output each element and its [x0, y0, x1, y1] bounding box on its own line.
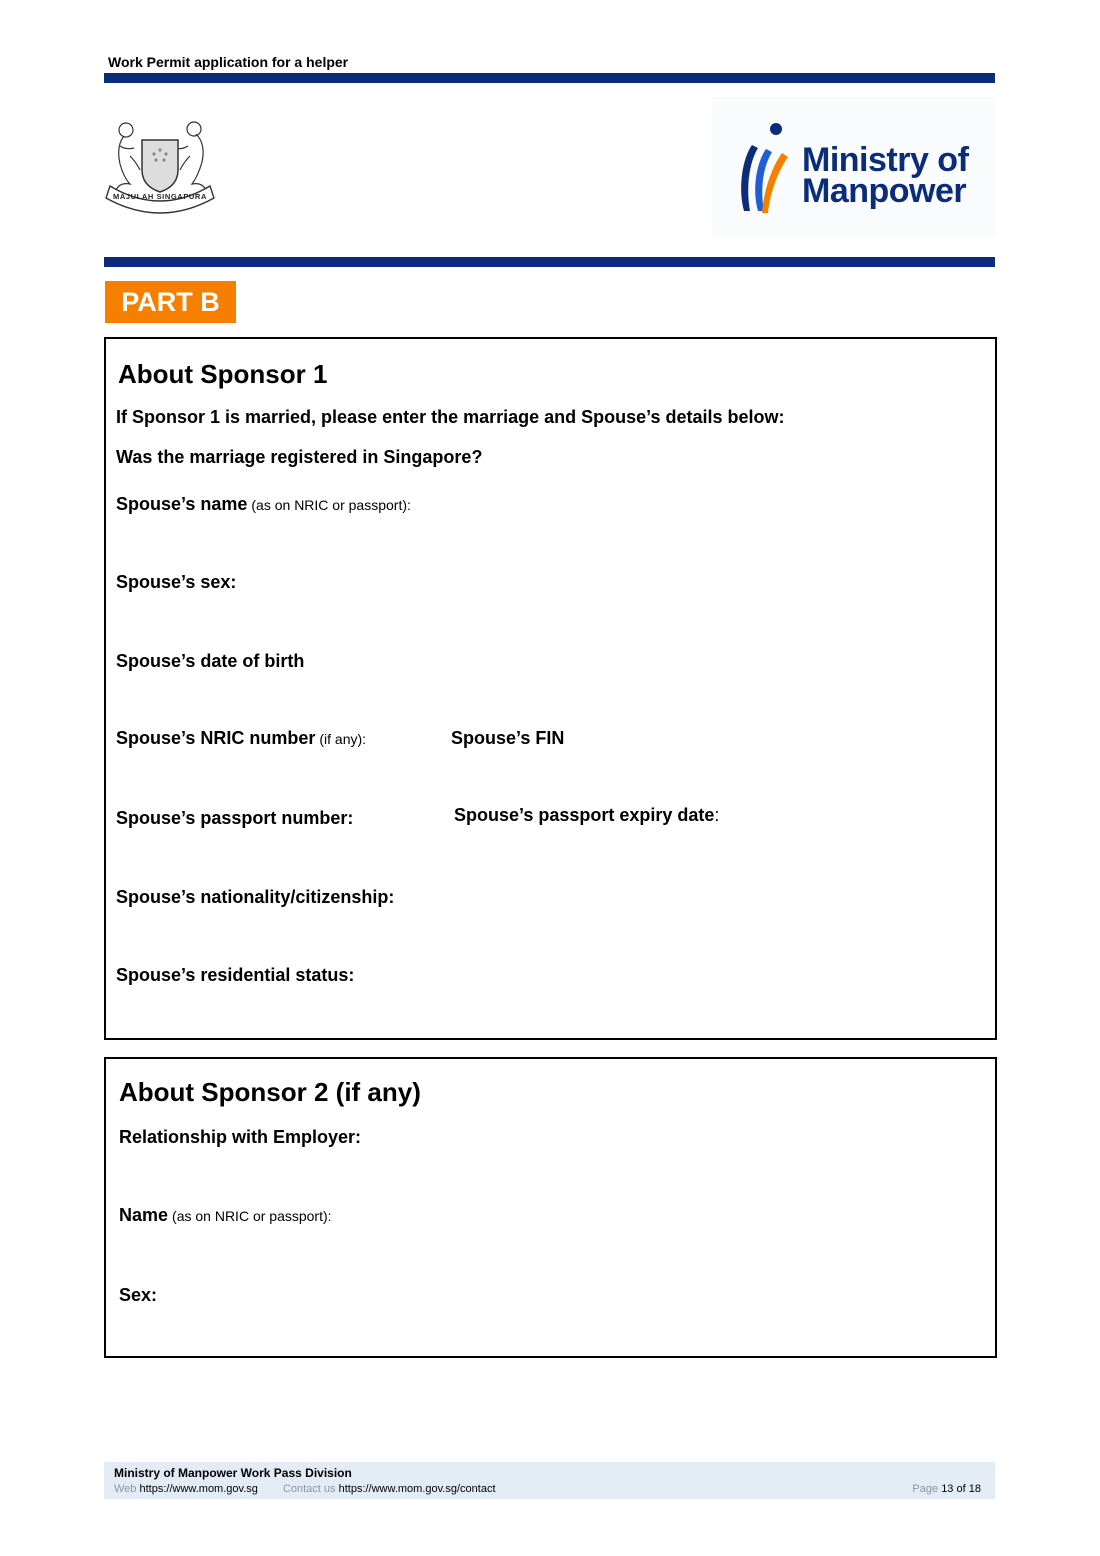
footer-contact-link[interactable]: https://www.mom.gov.sg/contact [338, 1483, 496, 1495]
marriage-registered-question: Was the marriage registered in Singapore? [116, 447, 483, 467]
page-total: 18 [968, 1483, 981, 1495]
sponsor-1-section [104, 337, 997, 1040]
sponsor-2-name-label [119, 1205, 332, 1226]
footer-web-label: Web [114, 1483, 137, 1495]
document-title: Work Permit application for a helper [108, 54, 349, 70]
spouse-passport-number-label: Spouse’s passport number: [116, 808, 354, 828]
crest-motto: MAJULAH SINGAPURA [113, 192, 207, 201]
spouse-nric-note: (if any): [319, 731, 367, 747]
spouse-name-note: (as on NRIC or passport): [251, 497, 411, 513]
footer-web-link[interactable]: https://www.mom.gov.sg [139, 1483, 258, 1495]
page-label: Page [912, 1483, 939, 1495]
spouse-nric-text: Spouse’s NRIC number [116, 728, 316, 748]
footer-links [114, 1483, 496, 1495]
page-current: 13 [941, 1483, 954, 1495]
spouse-residential-status-label: Spouse’s residential status: [116, 965, 355, 985]
page-of: of [956, 1483, 966, 1495]
sponsor-2-section [104, 1057, 997, 1358]
mom-logo-mark-icon [736, 119, 788, 215]
spouse-nric-label [116, 728, 366, 749]
sponsor-2-sex-label: Sex: [119, 1285, 158, 1305]
logo-line-1: Ministry of [802, 141, 969, 179]
spouse-fin-label: Spouse’s FIN [451, 728, 565, 748]
spouse-passport-expiry-colon: : [714, 805, 720, 825]
spouse-dob-label: Spouse’s date of birth [116, 651, 305, 671]
spouse-name-text: Spouse’s name [116, 494, 248, 514]
mom-logo [712, 97, 995, 237]
spouse-sex-label: Spouse’s sex: [116, 572, 237, 592]
header-divider [104, 73, 995, 83]
mom-logo-text [802, 141, 969, 210]
sponsor-2-name-text: Name [119, 1205, 169, 1225]
section-divider [104, 257, 995, 267]
spouse-passport-expiry-label [454, 805, 719, 826]
logo-line-2: Manpower [802, 172, 967, 210]
page-footer [104, 1462, 995, 1499]
singapore-crest-icon [104, 116, 216, 216]
part-label: PART B [105, 281, 236, 323]
footer-org: Ministry of Manpower Work Pass Division [114, 1466, 352, 1480]
sponsor-2-heading: About Sponsor 2 (if any) [119, 1077, 421, 1107]
spouse-passport-expiry-text: Spouse’s passport expiry date [454, 805, 715, 825]
relationship-label: Relationship with Employer: [119, 1127, 362, 1147]
footer-contact-label: Contact us [282, 1483, 336, 1495]
sponsor-1-heading: About Sponsor 1 [118, 359, 328, 389]
spouse-name-label [116, 494, 411, 515]
spouse-nationality-label: Spouse’s nationality/citizenship: [116, 887, 395, 907]
sponsor-2-name-note: (as on NRIC or passport): [172, 1208, 332, 1224]
sponsor-1-intro: If Sponsor 1 is married, please enter the marriage and Spouse’s details below: [116, 407, 785, 427]
page-number [912, 1483, 981, 1495]
